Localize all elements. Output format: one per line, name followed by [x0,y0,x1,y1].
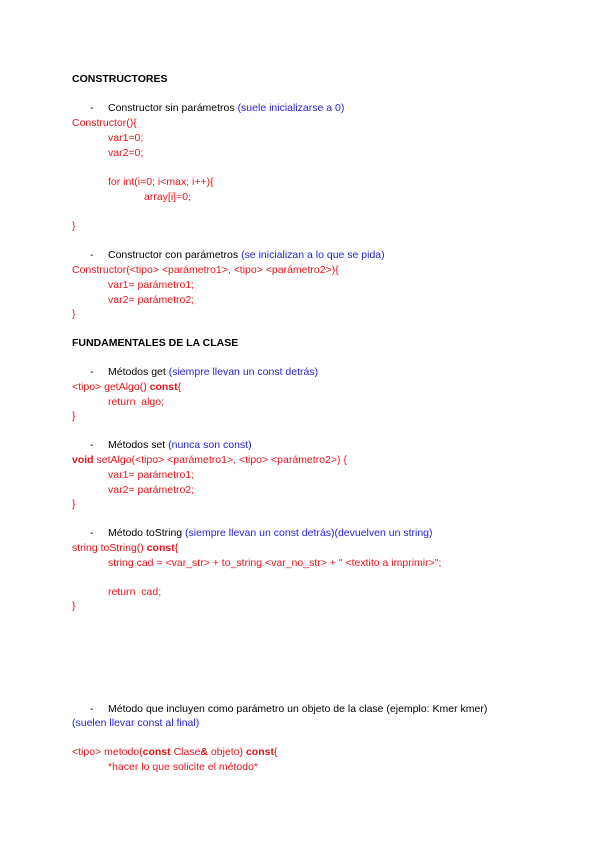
code-text: { [177,381,182,393]
item-metodo-objeto-note: (suelen llevar const al final) [72,717,200,729]
code-line: Constructor(<tipo> <parámetro1>, <tipo> <parámetro2>){ [72,264,339,276]
item-metodos-set [108,439,252,452]
code-text: objeto) [208,746,246,758]
item-note: (siempre llevan un const detrás)(devuelven un string) [185,527,433,539]
code-line: } [72,410,76,422]
code-line [72,542,178,555]
item-label: Método toString [108,527,186,539]
item-label: Constructor sin parámetros [108,102,238,114]
code-line: var2= parámetro2; [108,484,195,496]
code-line: } [72,600,76,612]
code-text: { [174,542,179,554]
item-label: Métodos get [108,366,169,378]
code-line: return cad; [108,586,162,598]
code-line [72,746,278,759]
item-label: Métodos set [108,439,169,451]
code-keyword: const [149,381,178,393]
code-line: var1=0; [108,132,144,144]
code-line: return algo; [108,396,165,408]
code-text: <tipo> metodo( [72,746,143,758]
code-line: string cad = <var_str> + to_string <var_no_str> + " <textito a imprimir>"; [108,557,442,569]
item-note: (se inicializan a lo que se pida) [241,249,385,261]
item-note: (nunca son const) [168,439,252,451]
code-keyword: & [200,746,209,758]
item-note: (siempre llevan un const detrás) [168,366,319,378]
code-line: var1= parámetro1; [108,469,195,481]
item-metodos-get [108,366,318,379]
item-metodo-objeto-label: Método que incluyen como parámetro un objeto de la clase (ejemplo: Kmer kmer) [108,703,488,715]
code-keyword: const [146,542,175,554]
bullet-dash: - [90,527,94,539]
code-line [72,381,181,394]
item-constructor-con-parametros [108,249,385,262]
bullet-dash: - [90,249,94,261]
section-title-constructores: CONSTRUCTORES [72,73,168,85]
code-line [72,454,347,467]
code-text: <tipo> getAlgo() [72,381,150,393]
section-title-fundamentales: FUNDAMENTALES DE LA CLASE [72,337,239,349]
code-line: } [72,498,76,510]
code-line: array[i]=0; [144,191,191,203]
item-metodo-tostring [108,527,433,540]
bullet-dash: - [90,439,94,451]
bullet-dash: - [90,366,94,378]
code-text: { [273,746,278,758]
code-keyword: const [142,746,171,758]
code-keyword: void [72,454,94,466]
item-label: Constructor con parámetros [108,249,242,261]
code-line: var2= parámetro2; [108,294,195,306]
code-line: var2=0; [108,147,144,159]
code-line: Constructor(){ [72,117,137,129]
code-text: Clase [170,746,201,758]
code-line: var1= parámetro1; [108,279,195,291]
code-line: *hacer lo que solicite el método* [108,761,259,773]
code-text: string toString() [72,542,147,554]
code-line: } [72,308,76,320]
code-text: setAlgo(<tipo> <parámetro1>, <tipo> <parámetro2>) { [93,454,347,466]
item-note: (suele inicializarse a 0) [237,102,345,114]
bullet-dash: - [90,102,94,114]
item-constructor-sin-parametros [108,102,344,115]
code-line: for int(i=0; i<max; i++){ [108,176,214,188]
code-line: } [72,220,76,232]
bullet-dash: - [90,703,94,715]
code-keyword: const [245,746,274,758]
